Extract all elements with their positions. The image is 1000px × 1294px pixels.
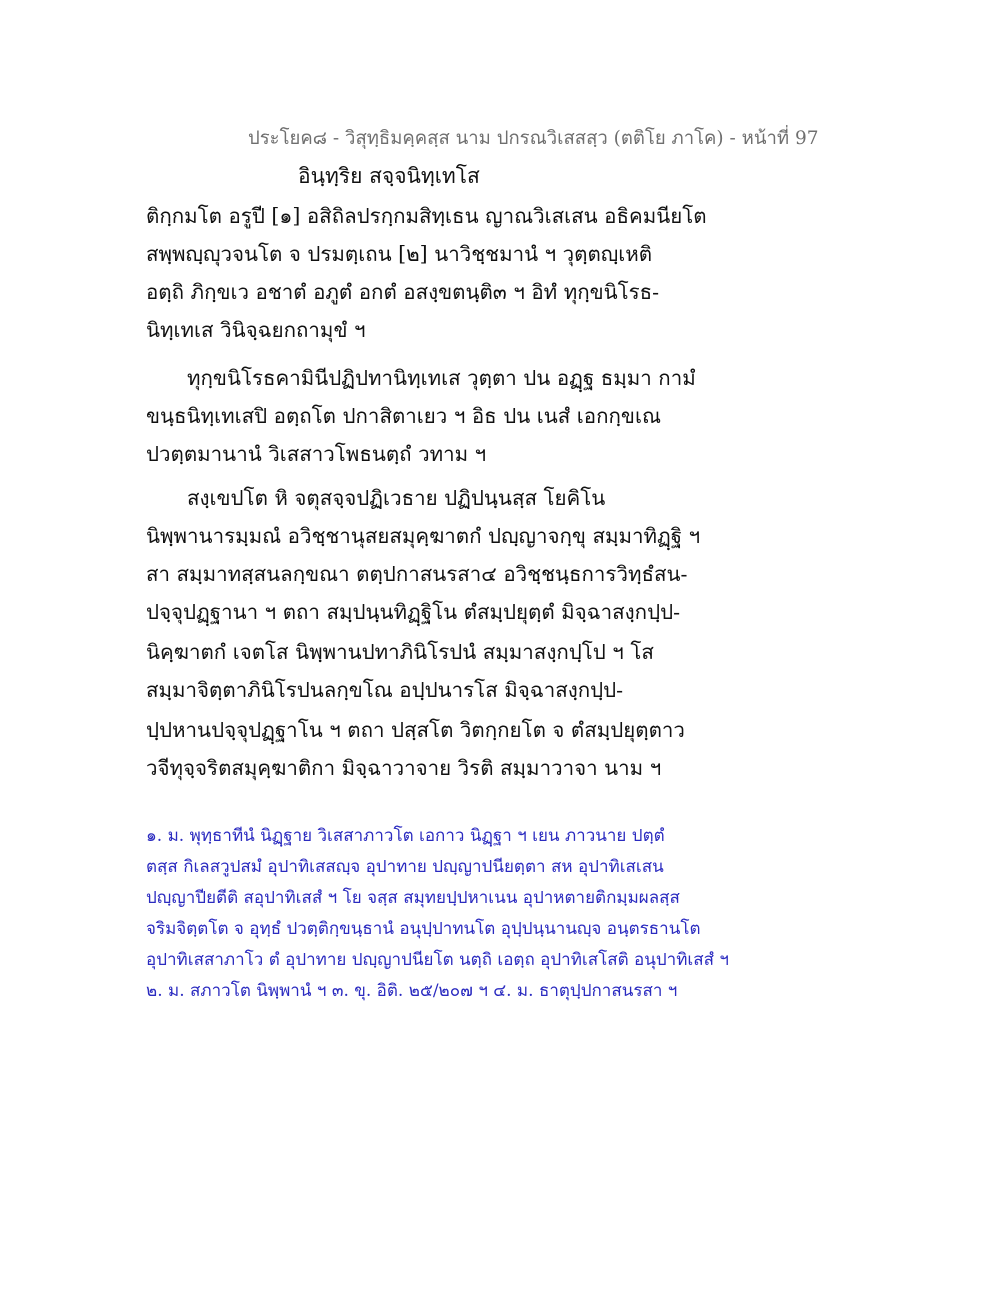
body-line: นิคฺฆาตกํ เจตโส นิพฺพานปทาภินิโรปนํ สมฺมาสงฺกปฺโป ฯ โส bbox=[146, 640, 654, 664]
body-line: วจีทุจฺจริตสมุคฺฆาติกา มิจฺฉาวาจาย วิรติ สมฺมาวาจา นาม ฯ bbox=[146, 756, 662, 780]
body-line: ปจฺจุปฏฺฐานา ฯ ตถา สมฺปนฺนทิฏฺฐิโน ตํสมฺปยุตฺตํ มิจฺฉาสงฺกปฺป- bbox=[146, 600, 681, 624]
footnote-line: ตสฺส กิเลสวูปสมํ อุปาทิเสสญฺจ อุปาทาย ปญฺญาปนียตฺตา สห อุปาทิเสเสน bbox=[146, 857, 664, 877]
body-line: อตฺถิ ภิกฺขเว อชาตํ อภูตํ อกตํ อสงฺขตนฺติ๓ ฯ อิทํ ทุกฺขนิโรธ- bbox=[146, 280, 660, 304]
section-heading: อินฺทฺริย สจฺจนิทฺเทโส bbox=[298, 164, 480, 188]
body-line: สงฺเขปโต หิ จตุสจฺจปฏิเวธาย ปฏิปนฺนสฺส โยคิโน bbox=[187, 486, 606, 510]
footnote-line: ๒. ม. สภาวโต นิพฺพานํ ฯ ๓. ขุ. อิติ. ๒๕/๒๐๗ ฯ ๔. ม. ธาตุปฺปกาสนรสา ฯ bbox=[146, 981, 678, 1001]
body-line: ปฺปหานปจฺจุปฏฺฐาโน ฯ ตถา ปสฺสโต วิตกฺกยโต จ ตํสมฺปยุตฺตาว bbox=[146, 718, 685, 742]
body-line: นิทฺเทเส วินิจฺฉยกถามุขํ ฯ bbox=[146, 318, 366, 342]
body-line: ขนฺธนิทฺเทเสปิ อตฺถโต ปกาสิตาเยว ฯ อิธ ปน เนสํ เอกกฺขเณ bbox=[146, 404, 661, 428]
footnote-line: อุปาทิเสสาภาโว ตํ อุปาทาย ปญฺญาปนียโต นตฺถิ เอตฺถ อุปาทิเสโสติ อนุปาทิเสสํ ฯ bbox=[146, 950, 729, 970]
body-line: ทุกฺขนิโรธคามินีปฏิปทานิทฺเทเส วุตฺตา ปน อฏฺฐ ธมฺมา กามํ bbox=[187, 366, 696, 390]
body-line: ติกฺกมโต อรูปี [๑] อสิถิลปรกฺกมสิทฺเธน ญาณวิเสเสน อธิคมนียโต bbox=[146, 204, 707, 228]
footnote-line: ๑. ม. พุทฺธาทีนํ นิฏฺฐาย วิเสสาภาวโต เอกาว นิฏฺฐา ฯ เยน ภาวนาย ปตฺตํ bbox=[146, 826, 665, 846]
body-line: สา สมฺมาทสฺสนลกฺขณา ตตฺปกาสนรสา๔ อวิชฺชนฺธการวิทฺธํสน- bbox=[146, 562, 688, 586]
body-line: สพฺพญฺญุวจนโต จ ปรมตฺเถน [๒] นาวิชฺชมานํ ฯ วุตฺตญฺเหติ bbox=[146, 242, 653, 266]
body-line: สมฺมาจิตฺตาภินิโรปนลกฺขโณ อปฺปนารโส มิจฺฉาสงฺกปฺป- bbox=[146, 678, 624, 702]
body-line: ปวตฺตมานานํ วิเสสาวโพธนตฺถํ วทาม ฯ bbox=[146, 442, 487, 466]
footnote-line: จริมจิตฺตโต จ อุทฺธํ ปวตฺติกฺขนฺธานํ อนุปฺปาทนโต อุปฺปนฺนานญฺจ อนฺตรธานโต bbox=[146, 919, 701, 939]
page-header: ประโยค๘ - วิสุทฺธิมคฺคสฺส นาม ปกรณวิเสสสฺว (ตติโย ภาโค) - หน้าที่ 97 bbox=[248, 128, 819, 149]
body-line: นิพฺพานารมฺมณํ อวิชฺชานุสยสมุคฺฆาตกํ ปญฺญาจกฺขุ สมฺมาทิฏฺฐิ ฯ bbox=[146, 524, 701, 548]
footnote-line: ปญฺญาปียตีติ สอุปาทิเสสํ ฯ โย จสฺส สมุทยปฺปหาเนน อุปาหตายติกมฺมผลสฺส bbox=[146, 888, 680, 908]
